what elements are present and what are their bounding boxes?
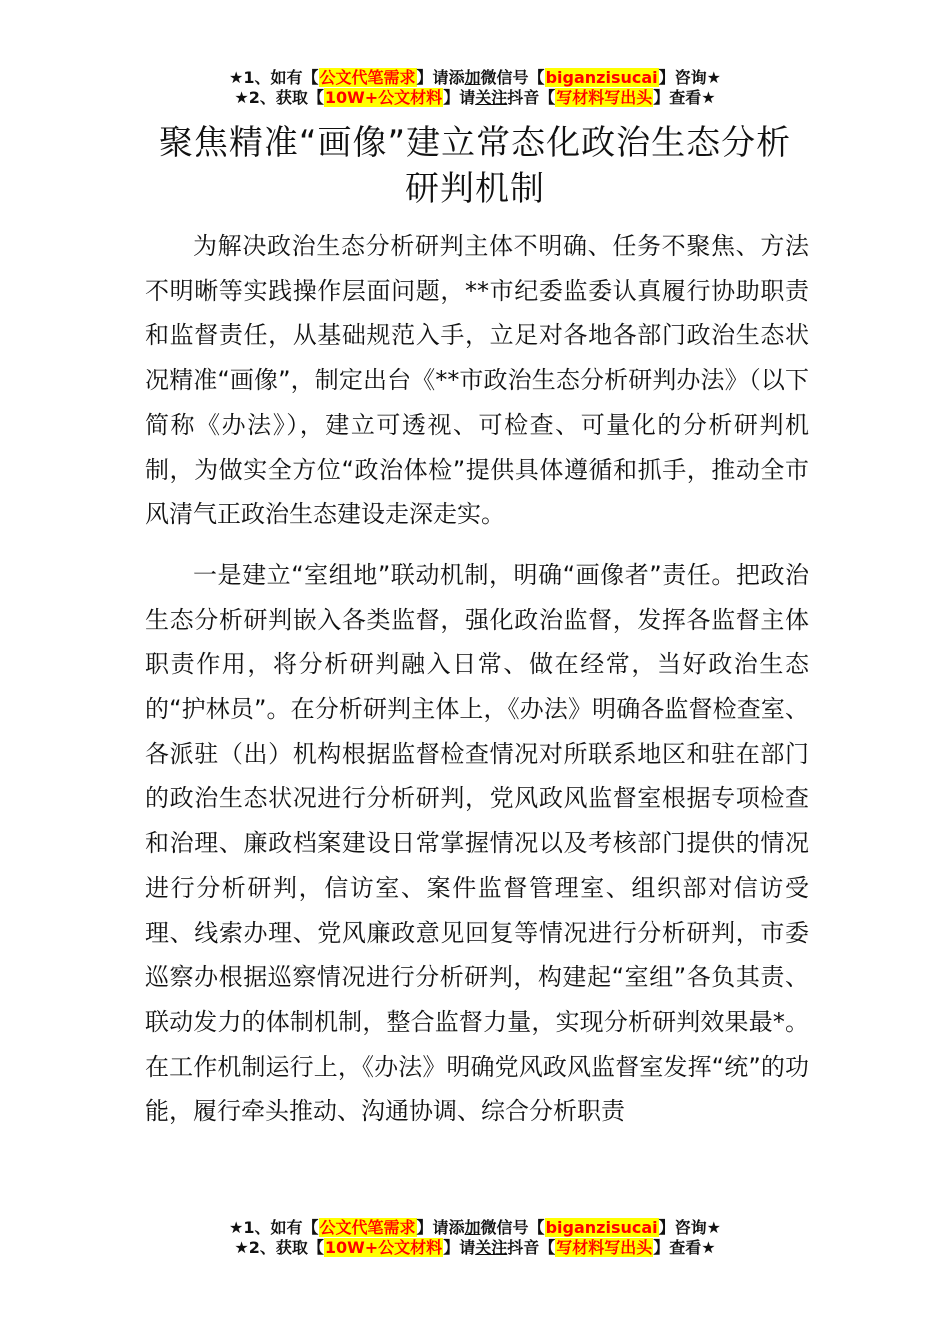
- promo-text: ★2、获取【: [234, 1238, 324, 1257]
- promo-line-2: [0, 1238, 950, 1258]
- promo-line-1: [0, 1218, 950, 1238]
- title-line-1: 聚焦精准“画像”建立常态化政治生态分析: [158, 123, 792, 163]
- promo-underlined: 加: [464, 1218, 481, 1237]
- promo-text: 】请添: [416, 1218, 465, 1237]
- promo-highlight: 公文代笔需求: [319, 1218, 416, 1237]
- promo-text: 抖音【: [507, 1238, 556, 1257]
- bottom-promo-banner: [0, 1218, 950, 1258]
- promo-line-2: [0, 88, 950, 108]
- promo-text: 抖音【: [507, 88, 556, 107]
- promo-highlight: biganzisucai: [545, 1218, 658, 1237]
- promo-highlight: 10W+公文材料: [324, 88, 443, 107]
- promo-text: ★1、如有【: [229, 68, 319, 87]
- promo-text: 】咨询★: [658, 68, 721, 87]
- body-paragraph-1: 为解决政治生态分析研判主体不明确、任务不聚焦、方法不明晰等实践操作层面问题，**市纪委监委认真履行协助职责和监督责任，从基础规范入手，立足对各地各部门政治生态状况精准“画像”，制定出台《**市政治生态分析研判办法》（以下简称《办法》），建立可透视、可检查、可量化的分析研判机制，为做实全方位“政治体检”提供具体遵循和抓手，推动全市风清气正政治生态建设走深走实。: [145, 232, 809, 529]
- promo-text: 微信号【: [480, 1218, 545, 1237]
- promo-text: 】查看★: [653, 1238, 716, 1257]
- body-paragraph-2: 一是建立“室组地”联动机制，明确“画像者”责任。把政治生态分析研判嵌入各类监督，强化政治监督，发挥各监督主体职责作用，将分析研判融入日常、做在经常，当好政治生态的“护林员”。在分析研判主体上，《办法》明确各监督检查室、各派驻（出）机构根据监督检查情况对所联系地区和驻在部门的政治生态状况进行分析研判，党风政风监督室根据专项检查和治理、廉政档案建设日常掌握情况以及考核部门提供的情况进行分析研判，信访室、案件监督管理室、组织部对信访受理、线索办理、党风廉政意见回复等情况进行分析研判，市委巡察办根据巡察情况进行分析研判，构建起“室组”各负其责、联动发力的体制机制，整合监督力量，实现分析研判效果最*。在工作机制运行上，《办法》明确党风政风监督室发挥“统”的功能，履行牵头推动、沟通协调、综合分析职责: [145, 560, 809, 1126]
- top-promo-banner: [0, 68, 950, 108]
- promo-line-1: [0, 68, 950, 88]
- document-title: [130, 120, 820, 212]
- promo-highlight: 公文代笔需求: [319, 68, 416, 87]
- promo-text: 】请添: [416, 68, 465, 87]
- promo-text: ★2、获取【: [234, 88, 324, 107]
- promo-text: ★1、如有【: [229, 1218, 319, 1237]
- promo-text: 】请: [443, 88, 476, 107]
- promo-text: 】请: [443, 1238, 476, 1257]
- promo-text: 】咨询★: [658, 1218, 721, 1237]
- promo-text: 】查看★: [653, 88, 716, 107]
- promo-highlight: 写材料写出头: [556, 1238, 653, 1257]
- document-body: [145, 224, 809, 1134]
- promo-highlight: biganzisucai: [545, 68, 658, 87]
- promo-text: 微信号【: [480, 68, 545, 87]
- promo-highlight: 10W+公文材料: [324, 1238, 443, 1257]
- promo-underlined: 加: [464, 68, 481, 87]
- promo-underlined: 关注: [475, 88, 508, 107]
- title-line-2: 研判机制: [405, 169, 545, 209]
- promo-highlight: 写材料写出头: [556, 88, 653, 107]
- promo-underlined: 关注: [475, 1238, 508, 1257]
